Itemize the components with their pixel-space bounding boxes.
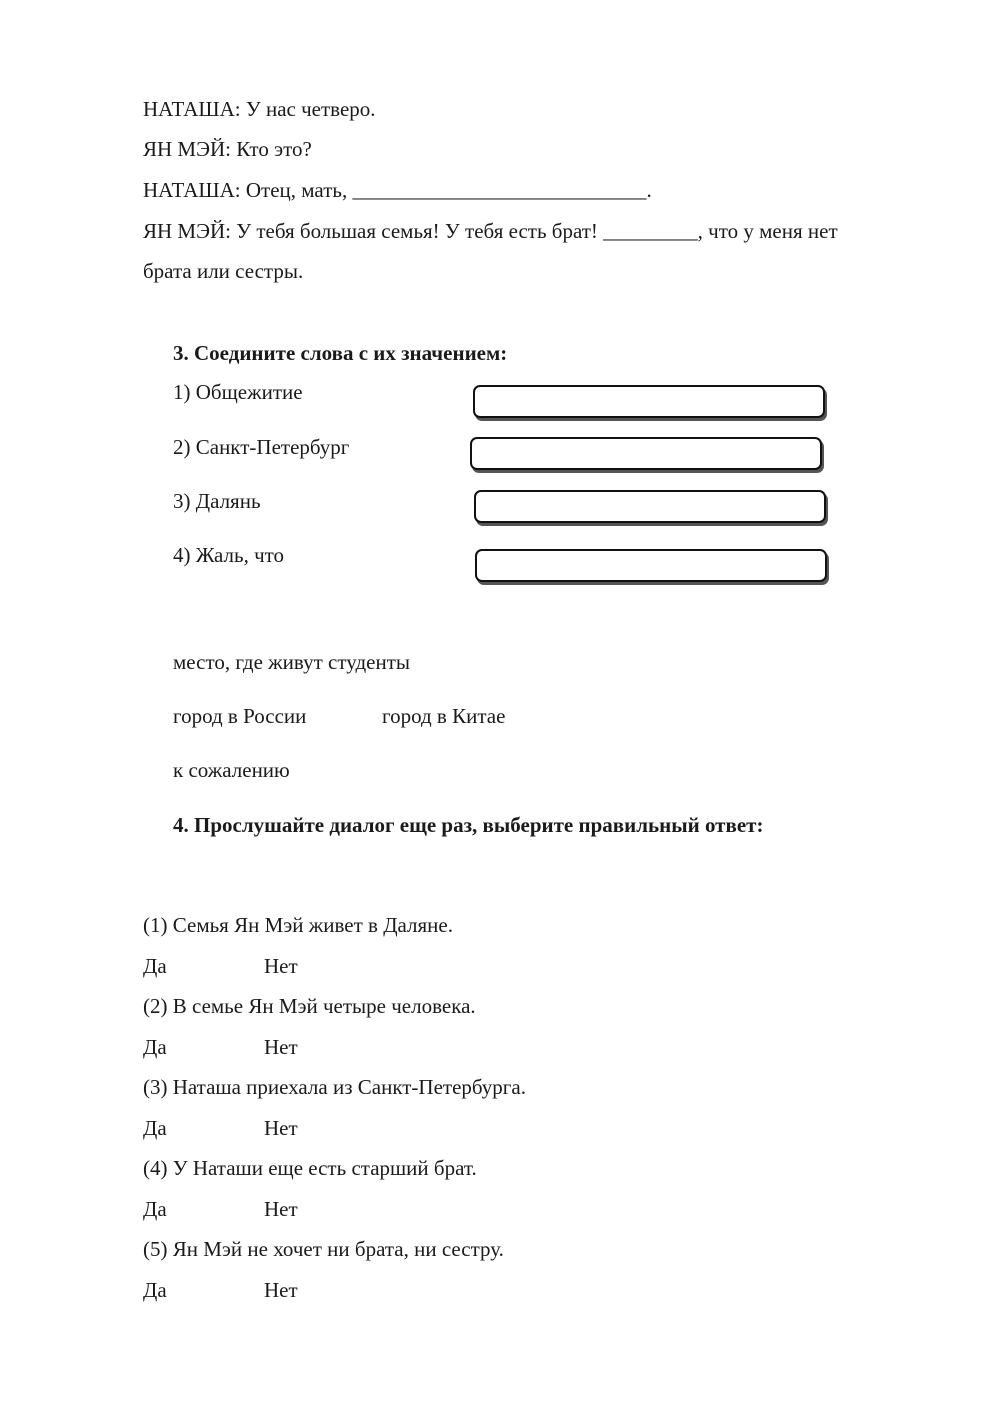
match-item-1: 1) Общежитие [173, 380, 303, 404]
match-item-3: 3) Далянь [173, 489, 261, 513]
answer-yes-5[interactable]: Да [143, 1278, 167, 1302]
dialogue-line-1: НАТАША: У нас четверо. [143, 97, 376, 121]
match-item-2: 2) Санкт-Петербург [173, 435, 350, 459]
answer-yes-4[interactable]: Да [143, 1197, 167, 1221]
task4-heading: 4. Прослушайте диалог еще раз, выберите правильный ответ: [173, 813, 764, 837]
answer-yes-2[interactable]: Да [143, 1035, 167, 1059]
meaning-student-housing[interactable]: место, где живут студенты [173, 650, 410, 674]
answer-no-5[interactable]: Нет [264, 1278, 298, 1302]
question-1: (1) Семья Ян Мэй живет в Даляне. [143, 913, 453, 937]
answer-yes-1[interactable]: Да [143, 954, 167, 978]
question-4: (4) У Наташи еще есть старший брат. [143, 1156, 477, 1180]
answer-no-3[interactable]: Нет [264, 1116, 298, 1140]
answer-box-1[interactable] [473, 385, 825, 418]
answer-no-4[interactable]: Нет [264, 1197, 298, 1221]
dialogue-line-3: НАТАША: Отец, мать, ____________________________. [143, 178, 652, 202]
answer-box-4[interactable] [475, 549, 827, 582]
answer-yes-3[interactable]: Да [143, 1116, 167, 1140]
dialogue-line-2: ЯН МЭЙ: Кто это? [143, 137, 312, 161]
answer-no-2[interactable]: Нет [264, 1035, 298, 1059]
question-5: (5) Ян Мэй не хочет ни брата, ни сестру. [143, 1237, 504, 1261]
question-2: (2) В семье Ян Мэй четыре человека. [143, 994, 476, 1018]
meaning-unfortunately[interactable]: к сожалению [173, 758, 290, 782]
match-item-4: 4) Жаль, что [173, 543, 285, 567]
meaning-city-china[interactable]: город в Китае [382, 704, 506, 728]
meaning-city-russia[interactable]: город в России [173, 704, 307, 728]
answer-box-2[interactable] [470, 437, 822, 470]
question-3: (3) Наташа приехала из Санкт-Петербурга. [143, 1075, 526, 1099]
answer-box-3[interactable] [474, 490, 826, 523]
dialogue-line-5: брата или сестры. [143, 259, 304, 283]
answer-no-1[interactable]: Нет [264, 954, 298, 978]
task3-heading: 3. Соедините слова с их значением: [173, 341, 508, 365]
dialogue-line-4: ЯН МЭЙ: У тебя большая семья! У тебя есть брат! _________, что у меня нет [143, 219, 838, 243]
